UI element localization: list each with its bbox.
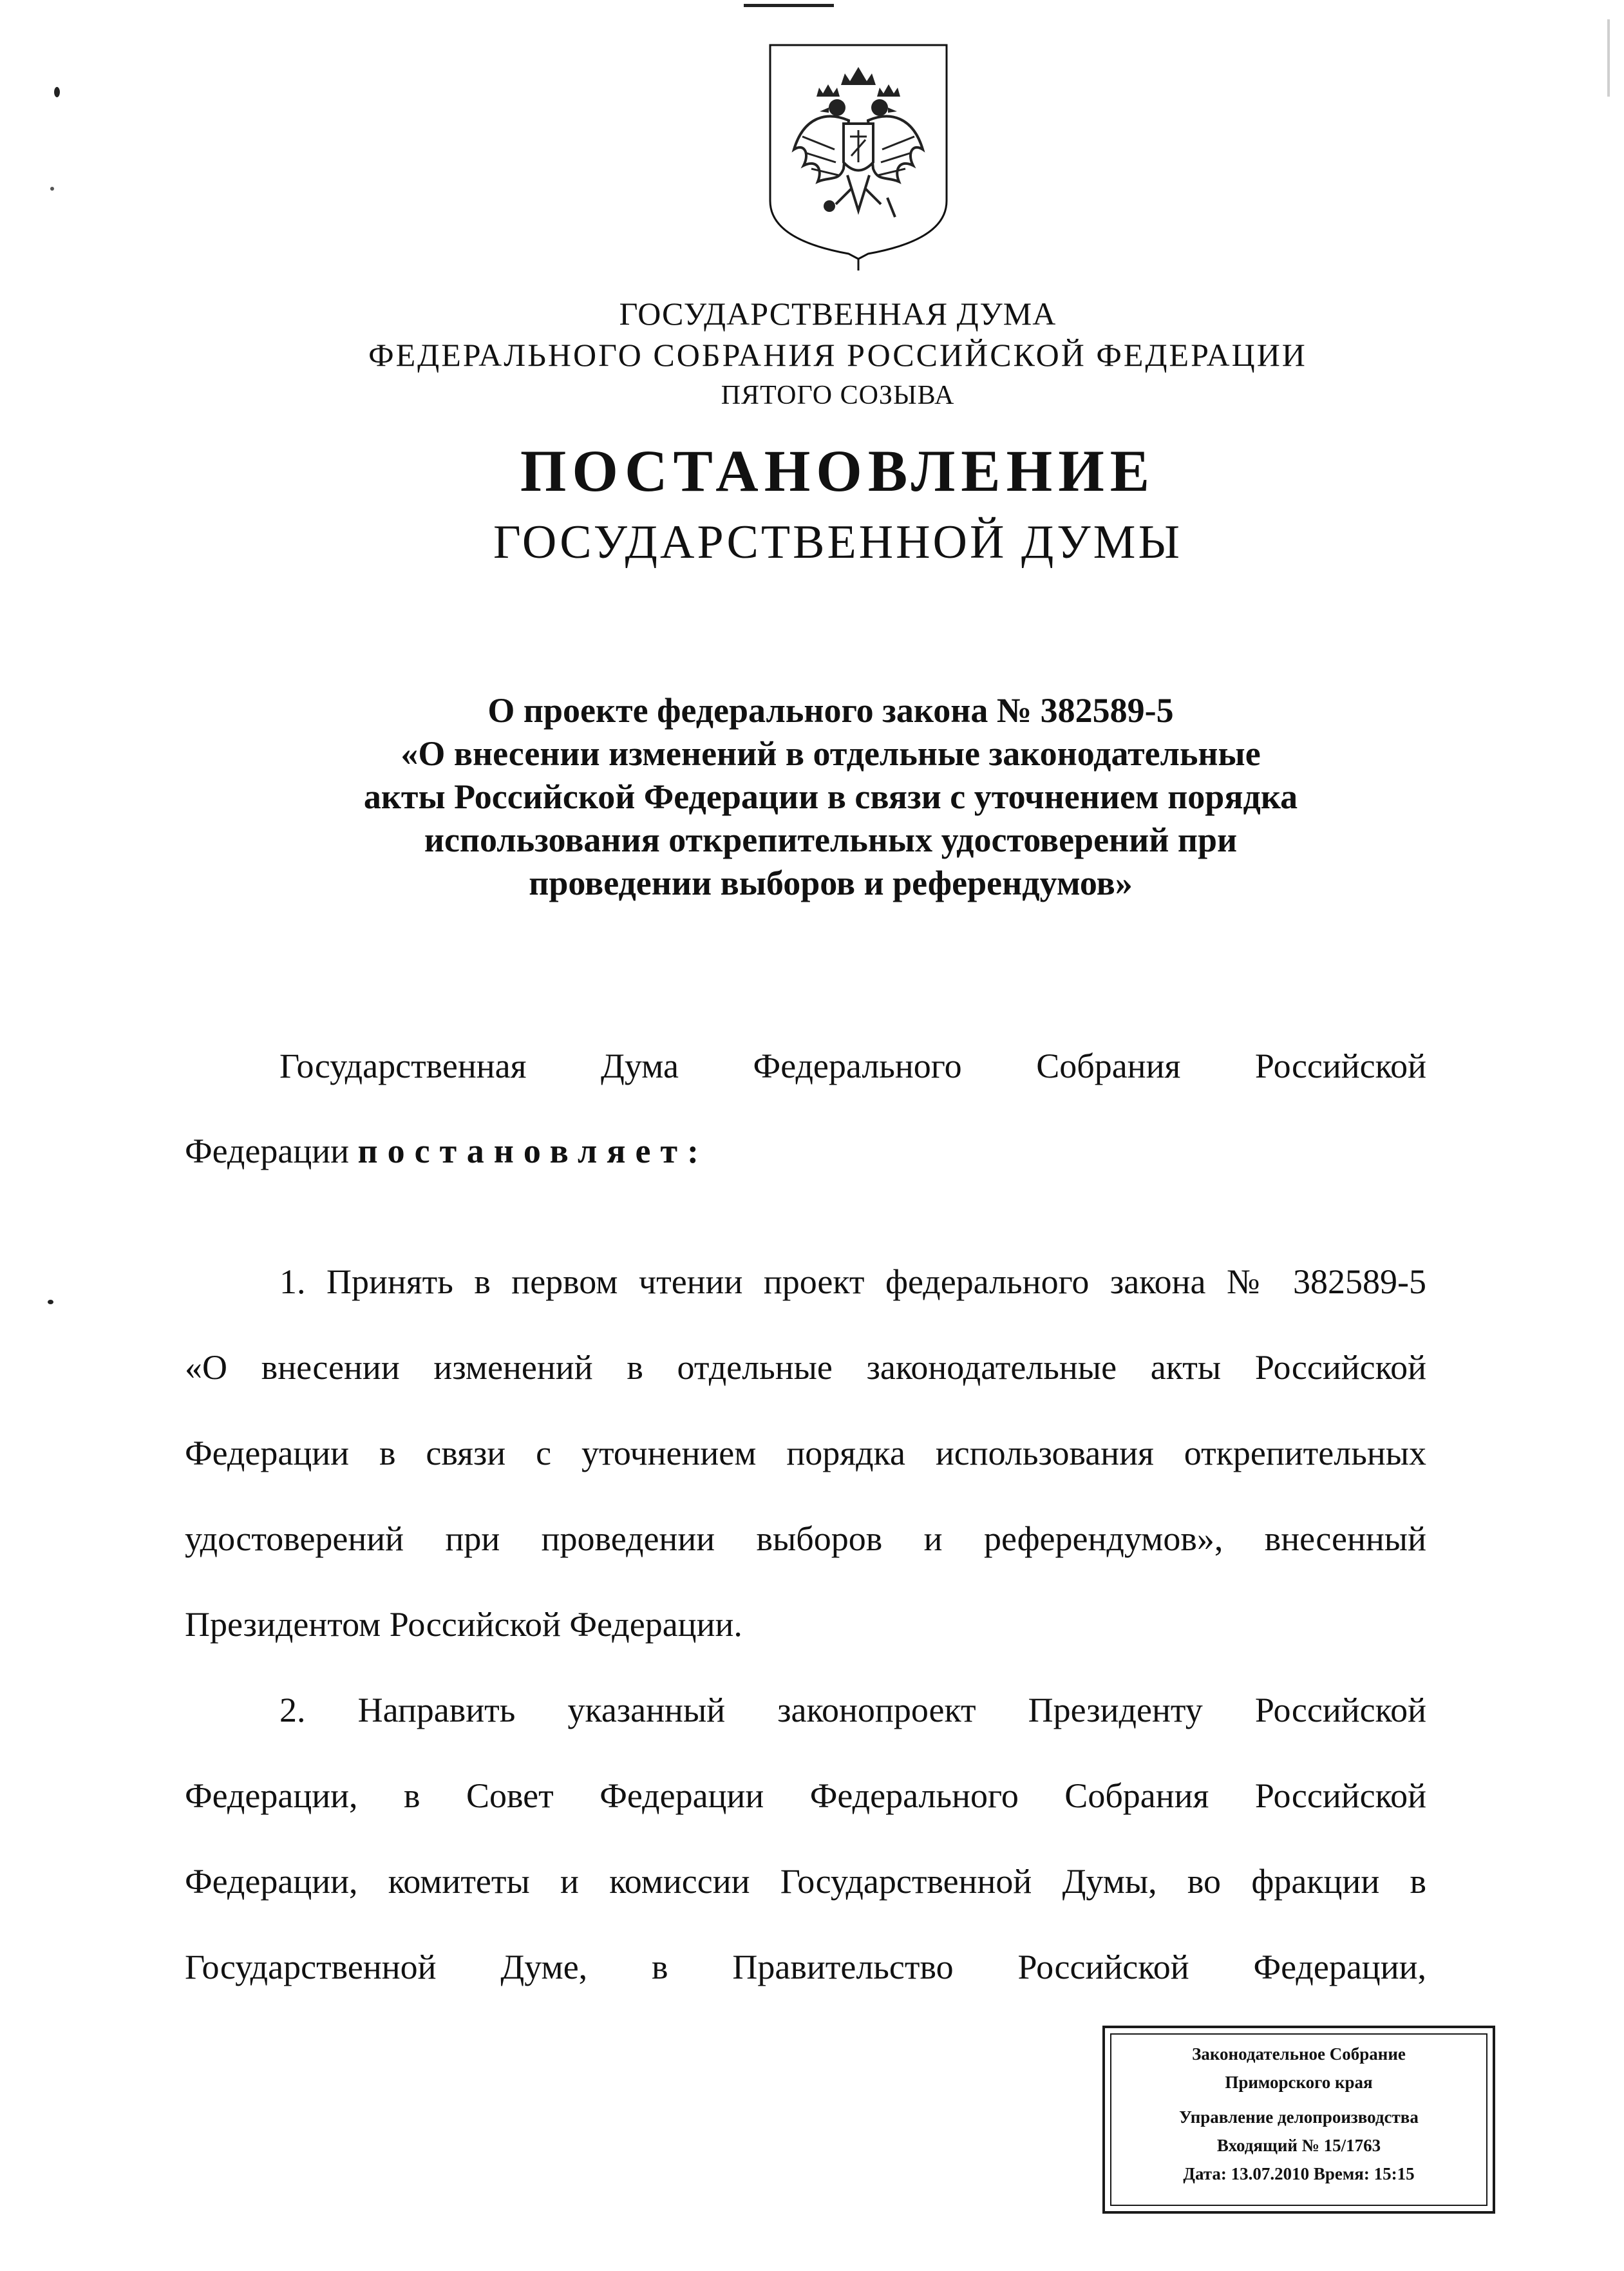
document-subject [270, 689, 1391, 905]
item-2-line: Федерации, в Совет Федерации Федерального Собрания Российской [185, 1776, 1426, 1815]
scan-artifact-top [744, 4, 834, 7]
convocation-line: ПЯТОГО СОЗЫВА [721, 381, 955, 410]
item-1-line: удостоверений при проведении выборов и референдумов», внесенный [185, 1519, 1426, 1558]
stamp-line: Дата: 13.07.2010 Время: 15:15 [1183, 2164, 1415, 2183]
item-2-line: Государственной Думе, в Правительство Российской Федерации, [185, 1948, 1426, 1986]
item-1-line: Президентом Российской Федерации. [185, 1605, 742, 1644]
item-1-line: 1. Принять в первом чтении проект федерального закона № 382589-5 [279, 1262, 1426, 1301]
stamp-line: Законодательное Собрание [1192, 2044, 1406, 2064]
subject-line: «О внесении изменений в отдельные законодательные [401, 734, 1261, 773]
preamble-word: Федерального [753, 1047, 962, 1085]
scan-speck [54, 87, 60, 97]
scan-artifact-edge [1607, 19, 1610, 97]
registration-stamp [1102, 2026, 1495, 2214]
preamble-word: Государственная [279, 1047, 527, 1085]
document-issuer-title: ГОСУДАРСТВЕННОЙ ДУМЫ [493, 516, 1183, 569]
stamp-line: Входящий № 15/1763 [1216, 2136, 1381, 2155]
scan-speck [48, 1300, 53, 1304]
item-1-line: «О внесении изменений в отдельные законодательные акты Российской [185, 1348, 1426, 1387]
scan-speck [50, 187, 54, 191]
coat-of-arms-emblem [765, 40, 952, 272]
stamp-line: Приморского края [1225, 2073, 1373, 2092]
item-2-line: Федерации, комитеты и комиссии Государственной Думы, во фракции в [185, 1862, 1426, 1901]
subject-line: О проекте федерального закона № 382589-5 [487, 691, 1174, 730]
preamble-text: Федерации [185, 1132, 350, 1170]
resolves-word: постановляет: [357, 1132, 709, 1170]
org-name-line: ГОСУДАРСТВЕННАЯ ДУМА [619, 296, 1057, 332]
preamble-word: Дума [601, 1047, 679, 1085]
preamble-word: Российской [1254, 1047, 1427, 1085]
preamble-line [185, 1128, 1426, 1174]
item-1-line: Федерации в связи с уточнением порядка использования открепительных [185, 1434, 1426, 1472]
org-name-line: ФЕДЕРАЛЬНОГО СОБРАНИЯ РОССИЙСКОЙ ФЕДЕРАЦИИ [368, 337, 1307, 373]
preamble-line [185, 1043, 1426, 1088]
subject-line: проведении выборов и референдумов» [529, 864, 1133, 902]
document-type-title: ПОСТАНОВЛЕНИЕ [520, 438, 1156, 504]
subject-line: акты Российской Федерации в связи с уточнением порядка [363, 777, 1298, 816]
item-2-line: 2. Направить указанный законопроект Президенту Российской [279, 1691, 1426, 1729]
preamble-word: Собрания [1036, 1047, 1181, 1085]
subject-line: использования открепительных удостоверений при [424, 821, 1238, 859]
stamp-line: Управление делопроизводства [1179, 2107, 1419, 2127]
